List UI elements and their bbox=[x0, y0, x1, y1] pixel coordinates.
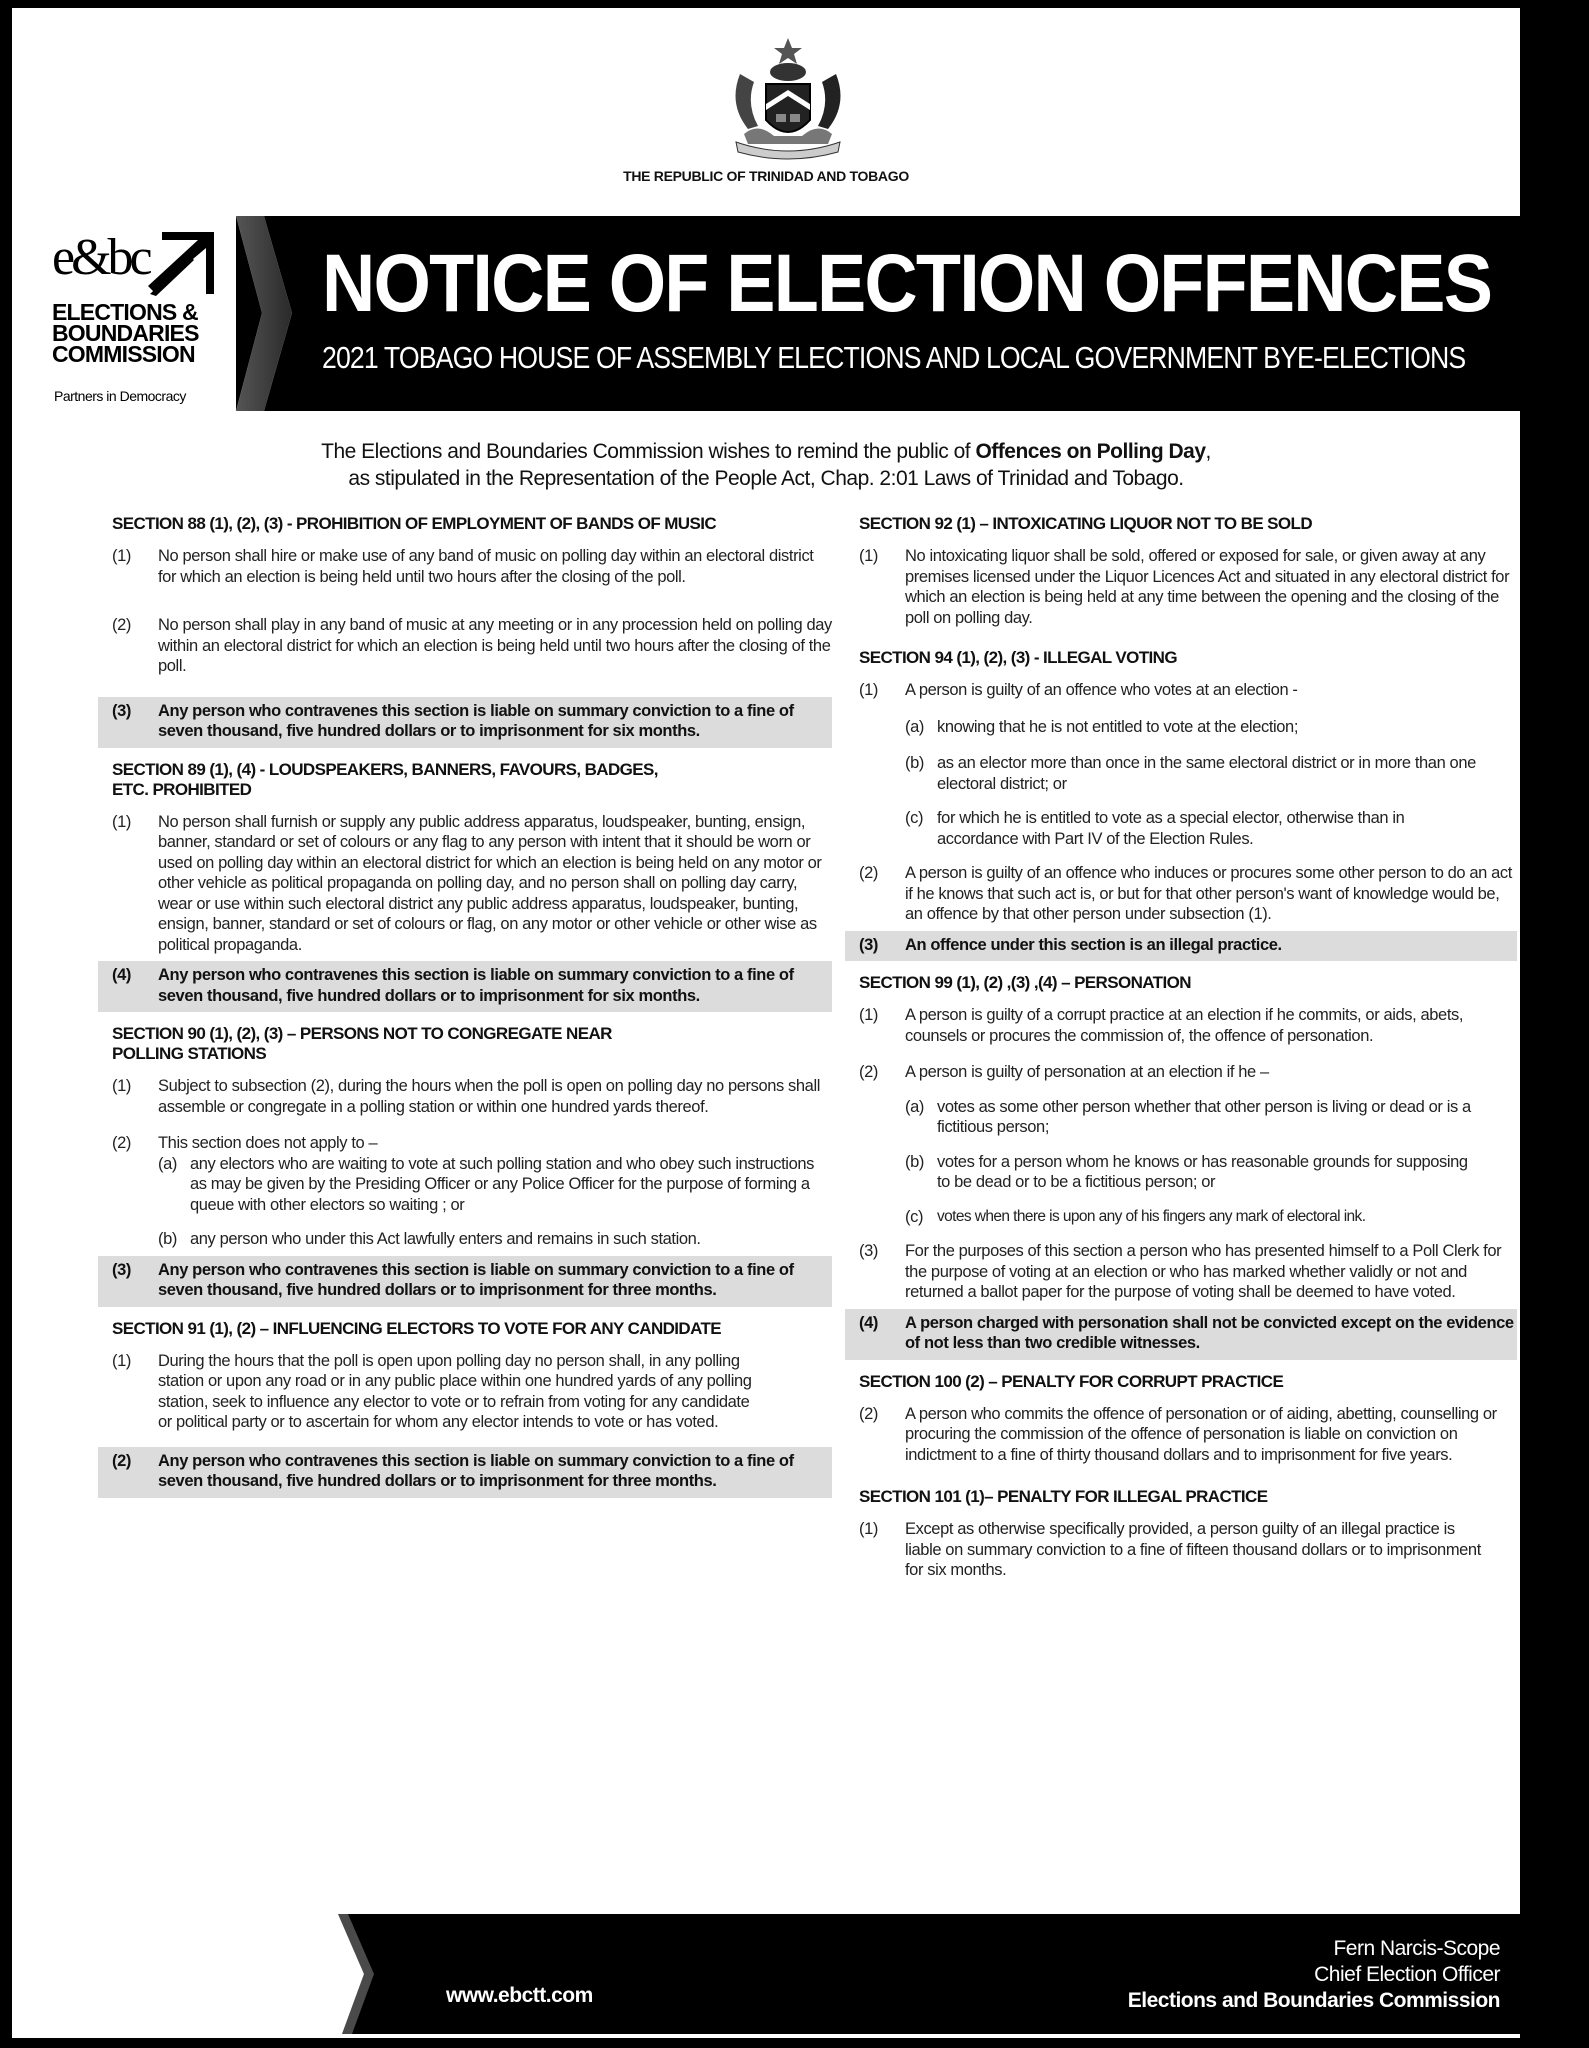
sub-clause: (a) votes as some other person whether that other person is living or dead or is a fictitious person; bbox=[905, 1097, 1471, 1136]
chevron-right-icon bbox=[338, 1914, 378, 2034]
page-border-right bbox=[1520, 0, 1589, 2048]
right-column bbox=[857, 514, 1517, 1599]
logo-name-line: COMMISSION bbox=[52, 341, 195, 367]
intro-line-2: as stipulated in the Representation of the People Act, Chap. 2:01 Laws of Trinidad and Tobago. bbox=[348, 467, 1184, 490]
clause: (2) A person is guilty of personation at an election if he – (a) votes as some other person whether that other person is living or dead or is a fictitious person; (b) votes for a person whom he knows or has reasonable grounds for supposing to be dead or to be a fictitious person; or (c) votes when there is upon any of his fingers any mark of electoral ink. bbox=[857, 1060, 1517, 1229]
section-heading: SECTION 89 (1), (4) - LOUDSPEAKERS, BANNERS, FAVOURS, BADGES, ETC. PROHIBITED bbox=[112, 759, 658, 799]
notice-page bbox=[12, 8, 1520, 2038]
coat-of-arms-icon bbox=[718, 34, 858, 162]
page-subtitle: 2021 TOBAGO HOUSE OF ASSEMBLY ELECTIONS AND LOCAL GOVERNMENT BYE-ELECTIONS bbox=[322, 340, 1466, 375]
section-88 bbox=[110, 514, 832, 748]
section-heading: SECTION 100 (2) – PENALTY FOR CORRUPT PRACTICE bbox=[859, 1371, 1284, 1391]
clause: (1) A person is guilty of a corrupt practice at an election if he commits, or aids, abets, counsels or procures the commission of, the offence of personation. bbox=[859, 1006, 1464, 1045]
section-99 bbox=[857, 973, 1517, 1360]
section-heading: SECTION 92 (1) – INTOXICATING LIQUOR NOT TO BE SOLD bbox=[859, 514, 1313, 533]
clause: (2) This section does not apply to – (a) any electors who are waiting to vote at such polling station and who obey such instructions as may be given by the Presiding Officer or any Police Officer for the purpose of forming a queue with other electors so waiting ; or (b) any person who under this Act lawfully enters and remains in such station. bbox=[110, 1131, 832, 1252]
left-column bbox=[110, 514, 832, 1510]
clause: (2) A person who commits the offence of personation or of aiding, abetting, counselling or procuring the commission of the offence of personation is liable on conviction on indictment to a fine of thirty thousand dollars and to imprisonment for five years. bbox=[859, 1404, 1497, 1464]
ebc-logo bbox=[36, 218, 236, 408]
clause: (1) No person shall furnish or supply any public address apparatus, loudspeaker, bunting, ensign, banner, standard or set of colours or any flag to any person with intent that it should be worn or used on polling day within an electoral district for which an election is being held on any motor or other vehicle as political propaganda on polling day, and no person shall on polling day carry, wear or use within such electoral district any public address apparatus, loudspeaker, bunting, ensign, banner, standard or set of colours or flag, on any motor or other vehicle or other wise as political propaganda. bbox=[112, 812, 822, 954]
section-91 bbox=[110, 1319, 832, 1498]
logo-name-line: ELECTIONS & bbox=[52, 299, 198, 325]
signatory-title: Chief Election Officer bbox=[1314, 1963, 1500, 1986]
title-banner bbox=[236, 216, 1520, 411]
logo-tagline: Partners in Democracy bbox=[54, 388, 186, 404]
clause: (1) Except as otherwise specifically provided, a person guilty of an illegal practice is liable on summary conviction to a fine of fifteen thousand dollars or to imprisonment for six months. bbox=[859, 1520, 1481, 1579]
website-link[interactable]: www.ebctt.com bbox=[446, 1984, 593, 2007]
penalty-clause: (3) Any person who contravenes this section is liable on summary conviction to a fine of seven thousand, five hundred dollars or to imprisonment for three months. bbox=[98, 1256, 832, 1307]
organization-name: Elections and Boundaries Commission bbox=[1127, 1989, 1500, 2012]
sub-clause: (c) for which he is entitled to vote as a special elector, otherwise than in accordance with Part IV of the Election Rules. bbox=[905, 809, 1405, 848]
section-101 bbox=[857, 1487, 1517, 1583]
intro-line-1: The Elections and Boundaries Commission wishes to remind the public of Offences on Polling Day, bbox=[321, 440, 1211, 463]
ebc-wordmark: e&bc bbox=[52, 229, 149, 286]
country-name: THE REPUBLIC OF TRINIDAD AND TOBAGO bbox=[623, 168, 909, 184]
ebc-logo-mark bbox=[52, 226, 220, 294]
clause: (1) A person is guilty of an offence who votes at an election - (a) knowing that he is not entitled to vote at the election; (b) as an elector more than once in the same electoral district or in more than one electoral district; or (c) for which he is entitled to vote as a special elector, otherwise than in accordance with Part IV of the Election Rules. bbox=[857, 678, 1517, 851]
signatory-name: Fern Narcis-Scope bbox=[1333, 1937, 1500, 1960]
clause: (1) During the hours that the poll is open upon polling day no person shall, in any polling station or upon any road or in any public place within one hundred yards of any polling station, seek to influence any elector to vote or to refrain from voting for any candidate or political party or to ascertain for whom any elector intends to vote or has voted. bbox=[112, 1351, 752, 1431]
section-100 bbox=[857, 1372, 1517, 1468]
intro-text bbox=[12, 438, 1520, 492]
upward-arrow-icon bbox=[140, 230, 218, 296]
penalty-clause: (4) Any person who contravenes this section is liable on summary conviction to a fine of seven thousand, five hundred dollars or to imprisonment for six months. bbox=[98, 961, 832, 1012]
clause: (2) No person shall play in any band of music at any meeting or in any procession held on polling day within an electoral district for which an election is being held until two hours after the closing of the poll. bbox=[112, 616, 832, 675]
section-92 bbox=[857, 514, 1517, 630]
sub-clause: (b) votes for a person whom he knows or has reasonable grounds for supposing to be dead or to be a fictitious person; or bbox=[905, 1152, 1468, 1191]
section-heading: SECTION 101 (1)– PENALTY FOR ILLEGAL PRACTICE bbox=[859, 1487, 1268, 1506]
section-heading: SECTION 99 (1), (2) ,(3) ,(4) – PERSONATION bbox=[859, 973, 1191, 992]
section-90 bbox=[110, 1024, 832, 1307]
sub-clause: (a) any electors who are waiting to vote at such polling station and who obey such instructions as may be given by the Presiding Officer or any Police Officer for the purpose of forming a queue with other electors so waiting ; or bbox=[158, 1154, 814, 1214]
footer-banner bbox=[338, 1914, 1520, 2034]
section-heading: SECTION 91 (1), (2) – INFLUENCING ELECTORS TO VOTE FOR ANY CANDIDATE bbox=[112, 1318, 722, 1338]
page-title: NOTICE OF ELECTION OFFENCES bbox=[322, 238, 1492, 329]
clause: (2) A person is guilty of an offence who induces or procures some other person to do an act if he knows that such act is, or but for that other person's want of knowledge would be, an offence by that other person under subsection (1). bbox=[859, 864, 1512, 923]
intro-emphasis: Offences on Polling Day bbox=[975, 440, 1206, 463]
sub-clause: (b) as an elector more than once in the same electoral district or in more than one electoral district; or bbox=[905, 754, 1476, 793]
clause: (1) No intoxicating liquor shall be sold, offered or exposed for sale, or given away at any premises licensed under the Liquor Licences Act and situated in any electoral district for which an election is being held at any time between the opening and the closing of the poll on polling day. bbox=[859, 547, 1510, 627]
sub-clause: (c) votes when there is upon any of his fingers any mark of electoral ink. bbox=[905, 1207, 1366, 1226]
penalty-clause: (4) A person charged with personation shall not be convicted except on the evidence of not less than two credible witnesses. bbox=[845, 1309, 1517, 1360]
section-heading: SECTION 94 (1), (2), (3) - ILLEGAL VOTING bbox=[859, 648, 1177, 667]
penalty-clause: (3) Any person who contravenes this section is liable on summary conviction to a fine of seven thousand, five hundred dollars or to imprisonment for six months. bbox=[98, 697, 832, 748]
clause: (3) For the purposes of this section a person who has presented himself to a Poll Clerk for the purpose of voting at an election or who has marked whether validly or not and returned a ballot paper for the purpose of voting shall be deemed to have voted. bbox=[859, 1242, 1502, 1301]
logo-name-line: BOUNDARIES bbox=[52, 320, 199, 346]
clause: (1) No person shall hire or make use of any band of music on polling day within an electoral district for which an election is being held until two hours after the closing of the poll. bbox=[112, 547, 814, 586]
section-heading: SECTION 88 (1), (2), (3) - PROHIBITION OF EMPLOYMENT OF BANDS OF MUSIC bbox=[112, 514, 717, 533]
penalty-clause: (2) Any person who contravenes this section is liable on summary conviction to a fine of seven thousand, five hundred dollars or to imprisonment for three months. bbox=[98, 1447, 832, 1498]
clause: (1) Subject to subsection (2), during the hours when the poll is open on polling day no persons shall assemble or congregate in a polling station or within one hundred yards thereof. bbox=[112, 1077, 820, 1116]
signature-block bbox=[1128, 1936, 1500, 2014]
section-heading: SECTION 90 (1), (2), (3) – PERSONS NOT TO CONGREGATE NEAR POLLING STATIONS bbox=[112, 1024, 612, 1063]
sub-clause: (b) any person who under this Act lawfully enters and remains in such station. bbox=[158, 1230, 701, 1248]
sub-clause: (a) knowing that he is not entitled to vote at the election; bbox=[905, 717, 1299, 736]
section-94 bbox=[857, 648, 1517, 961]
chevron-right-icon bbox=[236, 216, 296, 411]
penalty-clause: (3) An offence under this section is an illegal practice. bbox=[845, 931, 1517, 962]
ebc-logo-name bbox=[52, 299, 232, 367]
section-89 bbox=[110, 760, 832, 1013]
